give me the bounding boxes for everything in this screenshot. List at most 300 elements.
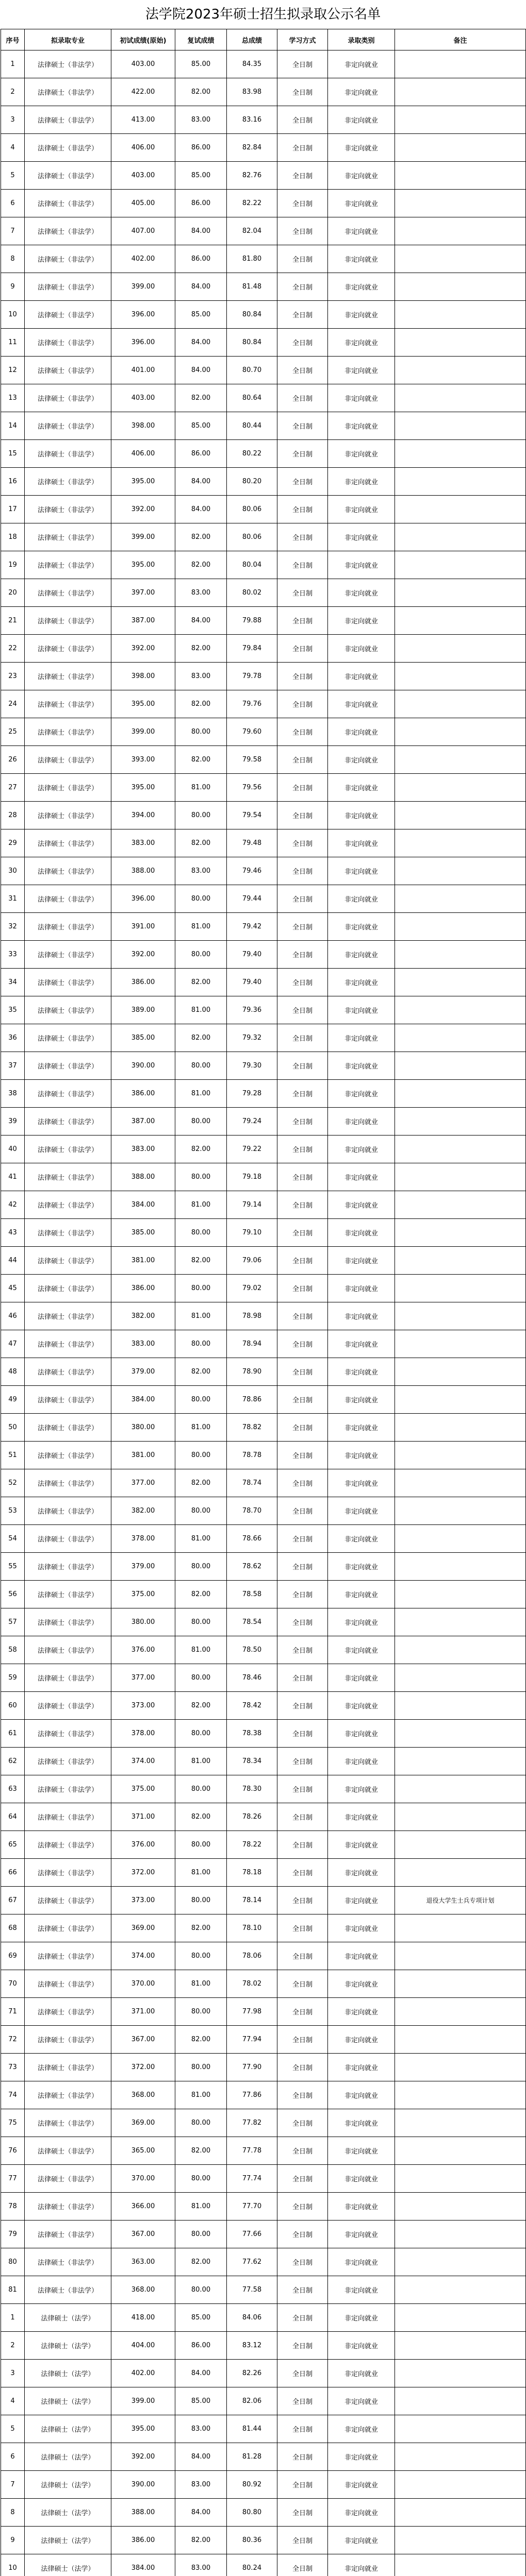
- cell-study-mode: 全日制: [277, 1608, 328, 1636]
- cell-retest-score: 82.00: [175, 690, 227, 718]
- cell-total-score: 79.28: [227, 1080, 277, 1108]
- cell-admit-type: 非定向就业: [328, 329, 395, 357]
- cell-prelim-score: 387.00: [111, 1108, 175, 1136]
- cell-study-mode: 全日制: [277, 1525, 328, 1553]
- cell-note: [395, 496, 526, 523]
- cell-prelim-score: 375.00: [111, 1581, 175, 1608]
- cell-total-score: 78.42: [227, 1692, 277, 1720]
- cell-total-score: 82.76: [227, 162, 277, 190]
- table-row: [1, 2304, 526, 2332]
- cell-total-score: 78.54: [227, 1608, 277, 1636]
- cell-prelim-score: 396.00: [111, 885, 175, 913]
- cell-seq: 37: [1, 1052, 25, 1080]
- cell-note: [395, 579, 526, 607]
- cell-study-mode: 全日制: [277, 2443, 328, 2471]
- cell-total-score: 79.44: [227, 885, 277, 913]
- cell-seq: 9: [1, 273, 25, 301]
- cell-total-score: 79.24: [227, 1108, 277, 1136]
- cell-prelim-score: 396.00: [111, 329, 175, 357]
- cell-seq: 75: [1, 2109, 25, 2137]
- table-row: [1, 607, 526, 635]
- cell-study-mode: 全日制: [277, 802, 328, 829]
- table-row: [1, 1581, 526, 1608]
- cell-retest-score: 82.00: [175, 2248, 227, 2276]
- cell-note: [395, 468, 526, 496]
- cell-study-mode: 全日制: [277, 1831, 328, 1859]
- cell-admit-type: 非定向就业: [328, 301, 395, 329]
- cell-major: 法律硕士（非法学）: [25, 1636, 111, 1664]
- cell-prelim-score: 387.00: [111, 607, 175, 635]
- cell-seq: 73: [1, 2054, 25, 2081]
- cell-note: [395, 718, 526, 746]
- cell-note: [395, 941, 526, 969]
- table-row: [1, 690, 526, 718]
- cell-prelim-score: 418.00: [111, 2304, 175, 2332]
- cell-major: 法律硕士（非法学）: [25, 1525, 111, 1553]
- cell-admit-type: 非定向就业: [328, 1831, 395, 1859]
- cell-total-score: 77.98: [227, 1998, 277, 2026]
- cell-admit-type: 非定向就业: [328, 2193, 395, 2221]
- cell-seq: 24: [1, 690, 25, 718]
- cell-study-mode: 全日制: [277, 1914, 328, 1942]
- cell-retest-score: 80.00: [175, 1163, 227, 1191]
- cell-note: [395, 996, 526, 1024]
- total-score-header: 总成绩: [227, 29, 277, 50]
- table-row: [1, 1970, 526, 1998]
- cell-retest-score: 85.00: [175, 412, 227, 440]
- table-row: [1, 2332, 526, 2360]
- cell-note: [395, 78, 526, 106]
- cell-prelim-score: 367.00: [111, 2026, 175, 2054]
- cell-admit-type: 非定向就业: [328, 2415, 395, 2443]
- cell-admit-type: 非定向就业: [328, 1608, 395, 1636]
- cell-study-mode: 全日制: [277, 774, 328, 802]
- cell-study-mode: 全日制: [277, 1302, 328, 1330]
- table-row: [1, 635, 526, 663]
- cell-admit-type: 非定向就业: [328, 1748, 395, 1775]
- table-row: [1, 551, 526, 579]
- cell-total-score: 79.10: [227, 1219, 277, 1247]
- cell-prelim-score: 401.00: [111, 357, 175, 384]
- cell-note: [395, 440, 526, 468]
- table-row: [1, 1553, 526, 1581]
- cell-major: 法律硕士（非法学）: [25, 1998, 111, 2026]
- cell-prelim-score: 377.00: [111, 1469, 175, 1497]
- cell-seq: 13: [1, 384, 25, 412]
- cell-note: [395, 913, 526, 941]
- cell-retest-score: 85.00: [175, 2304, 227, 2332]
- cell-total-score: 80.92: [227, 2471, 277, 2499]
- cell-prelim-score: 376.00: [111, 1831, 175, 1859]
- cell-seq: 78: [1, 2193, 25, 2221]
- cell-major: 法律硕士（非法学）: [25, 913, 111, 941]
- cell-retest-score: 83.00: [175, 857, 227, 885]
- cell-admit-type: 非定向就业: [328, 2081, 395, 2109]
- cell-major: 法律硕士（非法学）: [25, 1803, 111, 1831]
- cell-prelim-score: 383.00: [111, 829, 175, 857]
- cell-study-mode: 全日制: [277, 273, 328, 301]
- cell-total-score: 79.30: [227, 1052, 277, 1080]
- table-row: [1, 162, 526, 190]
- cell-note: [395, 857, 526, 885]
- cell-prelim-score: 407.00: [111, 217, 175, 245]
- cell-total-score: 81.48: [227, 273, 277, 301]
- cell-total-score: 84.35: [227, 50, 277, 78]
- cell-major: 法律硕士（非法学）: [25, 690, 111, 718]
- cell-admit-type: 非定向就业: [328, 384, 395, 412]
- study-mode-header: 学习方式: [277, 29, 328, 50]
- cell-retest-score: 80.00: [175, 1442, 227, 1469]
- cell-retest-score: 84.00: [175, 2499, 227, 2527]
- cell-prelim-score: 372.00: [111, 1859, 175, 1887]
- table-row: [1, 1664, 526, 1692]
- cell-note: [395, 774, 526, 802]
- cell-total-score: 78.90: [227, 1358, 277, 1386]
- cell-total-score: 78.26: [227, 1803, 277, 1831]
- cell-admit-type: 非定向就业: [328, 1581, 395, 1608]
- cell-prelim-score: 389.00: [111, 996, 175, 1024]
- table-row: [1, 2026, 526, 2054]
- cell-study-mode: 全日制: [277, 2137, 328, 2165]
- cell-note: [395, 2165, 526, 2193]
- cell-retest-score: 80.00: [175, 941, 227, 969]
- cell-major: 法律硕士（非法学）: [25, 2221, 111, 2248]
- cell-seq: 54: [1, 1525, 25, 1553]
- cell-major: 法律硕士（非法学）: [25, 635, 111, 663]
- cell-total-score: 80.80: [227, 2499, 277, 2527]
- cell-total-score: 79.06: [227, 1247, 277, 1275]
- table-row: [1, 1887, 526, 1914]
- cell-retest-score: 80.00: [175, 1608, 227, 1636]
- cell-seq: 19: [1, 551, 25, 579]
- cell-note: [395, 1664, 526, 1692]
- cell-seq: 81: [1, 2276, 25, 2304]
- table-row: [1, 1191, 526, 1219]
- table-row: [1, 746, 526, 774]
- cell-seq: 10: [1, 301, 25, 329]
- cell-total-score: 77.74: [227, 2165, 277, 2193]
- cell-admit-type: 非定向就业: [328, 2304, 395, 2332]
- cell-note: [395, 1803, 526, 1831]
- cell-prelim-score: 402.00: [111, 245, 175, 273]
- cell-major: 法律硕士（非法学）: [25, 1414, 111, 1442]
- cell-note: [395, 829, 526, 857]
- cell-prelim-score: 386.00: [111, 1080, 175, 1108]
- cell-total-score: 79.40: [227, 941, 277, 969]
- cell-total-score: 80.70: [227, 357, 277, 384]
- cell-note: [395, 2081, 526, 2109]
- cell-retest-score: 81.00: [175, 774, 227, 802]
- cell-major: 法律硕士（非法学）: [25, 1052, 111, 1080]
- cell-seq: 1: [1, 50, 25, 78]
- cell-admit-type: 非定向就业: [328, 2332, 395, 2360]
- cell-retest-score: 82.00: [175, 2026, 227, 2054]
- table-row: [1, 996, 526, 1024]
- cell-retest-score: 82.00: [175, 746, 227, 774]
- cell-admit-type: 非定向就业: [328, 1636, 395, 1664]
- cell-major: 法律硕士（非法学）: [25, 245, 111, 273]
- cell-study-mode: 全日制: [277, 1330, 328, 1358]
- cell-note: [395, 1692, 526, 1720]
- cell-total-score: 78.06: [227, 1942, 277, 1970]
- cell-note: [395, 1080, 526, 1108]
- cell-admit-type: 非定向就业: [328, 2471, 395, 2499]
- note-header: 备注: [395, 29, 526, 50]
- cell-total-score: 79.18: [227, 1163, 277, 1191]
- cell-admit-type: 非定向就业: [328, 579, 395, 607]
- cell-major: 法律硕士（非法学）: [25, 941, 111, 969]
- cell-seq: 20: [1, 579, 25, 607]
- cell-study-mode: 全日制: [277, 2193, 328, 2221]
- cell-seq: 4: [1, 134, 25, 162]
- cell-total-score: 81.44: [227, 2415, 277, 2443]
- cell-seq: 71: [1, 1998, 25, 2026]
- cell-total-score: 83.12: [227, 2332, 277, 2360]
- cell-admit-type: 非定向就业: [328, 1664, 395, 1692]
- cell-note: [395, 1442, 526, 1469]
- cell-seq: 33: [1, 941, 25, 969]
- cell-study-mode: 全日制: [277, 217, 328, 245]
- cell-retest-score: 80.00: [175, 1386, 227, 1414]
- cell-retest-score: 82.00: [175, 1136, 227, 1163]
- cell-admit-type: 非定向就业: [328, 1191, 395, 1219]
- cell-retest-score: 86.00: [175, 2332, 227, 2360]
- cell-retest-score: 82.00: [175, 1358, 227, 1386]
- cell-major: 法律硕士（非法学）: [25, 2026, 111, 2054]
- cell-total-score: 78.74: [227, 1469, 277, 1497]
- cell-study-mode: 全日制: [277, 2054, 328, 2081]
- cell-prelim-score: 395.00: [111, 551, 175, 579]
- cell-retest-score: 86.00: [175, 134, 227, 162]
- cell-major: 法律硕士（非法学）: [25, 718, 111, 746]
- cell-prelim-score: 381.00: [111, 1442, 175, 1469]
- cell-retest-score: 81.00: [175, 1191, 227, 1219]
- cell-seq: 43: [1, 1219, 25, 1247]
- table-row: [1, 273, 526, 301]
- cell-seq: 29: [1, 829, 25, 857]
- table-row: [1, 969, 526, 996]
- cell-retest-score: 82.00: [175, 1469, 227, 1497]
- table-row: [1, 1636, 526, 1664]
- cell-major: 法律硕士（非法学）: [25, 1219, 111, 1247]
- cell-retest-score: 82.00: [175, 2527, 227, 2554]
- cell-seq: 3: [1, 106, 25, 134]
- cell-total-score: 80.44: [227, 412, 277, 440]
- cell-seq: 5: [1, 162, 25, 190]
- cell-note: [395, 2527, 526, 2554]
- cell-retest-score: 85.00: [175, 2387, 227, 2415]
- cell-admit-type: 非定向就业: [328, 1887, 395, 1914]
- cell-prelim-score: 380.00: [111, 1608, 175, 1636]
- cell-study-mode: 全日制: [277, 134, 328, 162]
- cell-study-mode: 全日制: [277, 1720, 328, 1748]
- cell-total-score: 77.66: [227, 2221, 277, 2248]
- cell-seq: 32: [1, 913, 25, 941]
- cell-retest-score: 84.00: [175, 2360, 227, 2387]
- table-body: [1, 50, 526, 2576]
- cell-major: 法律硕士（法学）: [25, 2304, 111, 2332]
- cell-admit-type: 非定向就业: [328, 2276, 395, 2304]
- cell-seq: 60: [1, 1692, 25, 1720]
- cell-seq: 11: [1, 329, 25, 357]
- cell-total-score: 82.84: [227, 134, 277, 162]
- cell-study-mode: 全日制: [277, 2081, 328, 2109]
- cell-major: 法律硕士（法学）: [25, 2360, 111, 2387]
- table-row: [1, 1108, 526, 1136]
- cell-prelim-score: 397.00: [111, 579, 175, 607]
- cell-note: [395, 523, 526, 551]
- cell-study-mode: 全日制: [277, 1497, 328, 1525]
- table-row: [1, 2527, 526, 2554]
- cell-total-score: 80.36: [227, 2527, 277, 2554]
- cell-admit-type: 非定向就业: [328, 1219, 395, 1247]
- cell-total-score: 78.10: [227, 1914, 277, 1942]
- cell-study-mode: 全日制: [277, 1219, 328, 1247]
- cell-total-score: 79.36: [227, 996, 277, 1024]
- cell-total-score: 77.94: [227, 2026, 277, 2054]
- table-row: [1, 857, 526, 885]
- cell-total-score: 79.40: [227, 969, 277, 996]
- cell-study-mode: 全日制: [277, 2304, 328, 2332]
- cell-retest-score: 80.00: [175, 802, 227, 829]
- cell-study-mode: 全日制: [277, 329, 328, 357]
- cell-major: 法律硕士（非法学）: [25, 857, 111, 885]
- cell-admit-type: 非定向就业: [328, 357, 395, 384]
- cell-major: 法律硕士（非法学）: [25, 2054, 111, 2081]
- cell-prelim-score: 395.00: [111, 774, 175, 802]
- cell-prelim-score: 422.00: [111, 78, 175, 106]
- cell-retest-score: 80.00: [175, 1942, 227, 1970]
- cell-prelim-score: 381.00: [111, 1247, 175, 1275]
- cell-total-score: 77.90: [227, 2054, 277, 2081]
- cell-note: [395, 1859, 526, 1887]
- table-row: [1, 1275, 526, 1302]
- cell-total-score: 77.58: [227, 2276, 277, 2304]
- table-row: [1, 913, 526, 941]
- cell-retest-score: 81.00: [175, 1748, 227, 1775]
- cell-seq: 34: [1, 969, 25, 996]
- cell-study-mode: 全日制: [277, 1108, 328, 1136]
- cell-admit-type: 非定向就业: [328, 217, 395, 245]
- cell-prelim-score: 374.00: [111, 1748, 175, 1775]
- cell-total-score: 78.18: [227, 1859, 277, 1887]
- cell-prelim-score: 403.00: [111, 50, 175, 78]
- cell-major: 法律硕士（法学）: [25, 2471, 111, 2499]
- cell-seq: 70: [1, 1970, 25, 1998]
- cell-study-mode: 全日制: [277, 1664, 328, 1692]
- cell-prelim-score: 399.00: [111, 523, 175, 551]
- cell-study-mode: 全日制: [277, 1191, 328, 1219]
- cell-retest-score: 82.00: [175, 384, 227, 412]
- cell-prelim-score: 403.00: [111, 384, 175, 412]
- cell-study-mode: 全日制: [277, 1803, 328, 1831]
- admit-type-header: 录取类别: [328, 29, 395, 50]
- table-header-row: [1, 29, 526, 50]
- cell-prelim-score: 395.00: [111, 690, 175, 718]
- table-row: [1, 1998, 526, 2026]
- cell-prelim-score: 398.00: [111, 412, 175, 440]
- cell-note: [395, 607, 526, 635]
- cell-seq: 8: [1, 2499, 25, 2527]
- cell-note: [395, 1024, 526, 1052]
- cell-admit-type: 非定向就业: [328, 774, 395, 802]
- cell-total-score: 79.60: [227, 718, 277, 746]
- table-row: [1, 1442, 526, 1469]
- cell-study-mode: 全日制: [277, 1358, 328, 1386]
- cell-retest-score: 80.00: [175, 1998, 227, 2026]
- cell-total-score: 78.82: [227, 1414, 277, 1442]
- cell-study-mode: 全日制: [277, 941, 328, 969]
- cell-retest-score: 85.00: [175, 301, 227, 329]
- cell-prelim-score: 406.00: [111, 134, 175, 162]
- table-row: [1, 2054, 526, 2081]
- cell-total-score: 81.28: [227, 2443, 277, 2471]
- cell-note: [395, 2248, 526, 2276]
- cell-major: 法律硕士（非法学）: [25, 1942, 111, 1970]
- cell-note: [395, 1581, 526, 1608]
- document-title: 法学院2023年硕士招生拟录取公示名单: [145, 7, 381, 22]
- cell-total-score: 78.46: [227, 1664, 277, 1692]
- table-row: [1, 1219, 526, 1247]
- table-row: [1, 941, 526, 969]
- table-row: [1, 1803, 526, 1831]
- cell-major: 法律硕士（非法学）: [25, 579, 111, 607]
- cell-note: [395, 2499, 526, 2527]
- cell-study-mode: 全日制: [277, 2165, 328, 2193]
- cell-prelim-score: 391.00: [111, 913, 175, 941]
- cell-major: 法律硕士（非法学）: [25, 1664, 111, 1692]
- cell-prelim-score: 368.00: [111, 2081, 175, 2109]
- cell-seq: 25: [1, 718, 25, 746]
- cell-admit-type: 非定向就业: [328, 106, 395, 134]
- cell-major: 法律硕士（非法学）: [25, 1497, 111, 1525]
- cell-total-score: 77.86: [227, 2081, 277, 2109]
- cell-total-score: 78.22: [227, 1831, 277, 1859]
- cell-seq: 51: [1, 1442, 25, 1469]
- cell-seq: 30: [1, 857, 25, 885]
- cell-total-score: 79.14: [227, 1191, 277, 1219]
- table-row: [1, 2387, 526, 2415]
- table-row: [1, 2443, 526, 2471]
- cell-study-mode: 全日制: [277, 1386, 328, 1414]
- cell-retest-score: 82.00: [175, 635, 227, 663]
- cell-total-score: 79.58: [227, 746, 277, 774]
- cell-seq: 39: [1, 1108, 25, 1136]
- cell-study-mode: 全日制: [277, 496, 328, 523]
- cell-major: 法律硕士（非法学）: [25, 162, 111, 190]
- cell-note: [395, 384, 526, 412]
- cell-major: 法律硕士（非法学）: [25, 1108, 111, 1136]
- cell-seq: 16: [1, 468, 25, 496]
- cell-note: [395, 217, 526, 245]
- cell-seq: 77: [1, 2165, 25, 2193]
- cell-study-mode: 全日制: [277, 718, 328, 746]
- cell-prelim-score: 392.00: [111, 635, 175, 663]
- cell-prelim-score: 386.00: [111, 969, 175, 996]
- cell-retest-score: 85.00: [175, 50, 227, 78]
- cell-admit-type: 非定向就业: [328, 245, 395, 273]
- cell-note: [395, 2137, 526, 2165]
- cell-note: [395, 50, 526, 78]
- cell-retest-score: 81.00: [175, 996, 227, 1024]
- cell-total-score: 78.38: [227, 1720, 277, 1748]
- cell-admit-type: 非定向就业: [328, 718, 395, 746]
- cell-total-score: 80.02: [227, 579, 277, 607]
- cell-major: 法律硕士（非法学）: [25, 996, 111, 1024]
- retest-score-header: 复试成绩: [175, 29, 227, 50]
- cell-admit-type: 非定向就业: [328, 1553, 395, 1581]
- cell-admit-type: 非定向就业: [328, 941, 395, 969]
